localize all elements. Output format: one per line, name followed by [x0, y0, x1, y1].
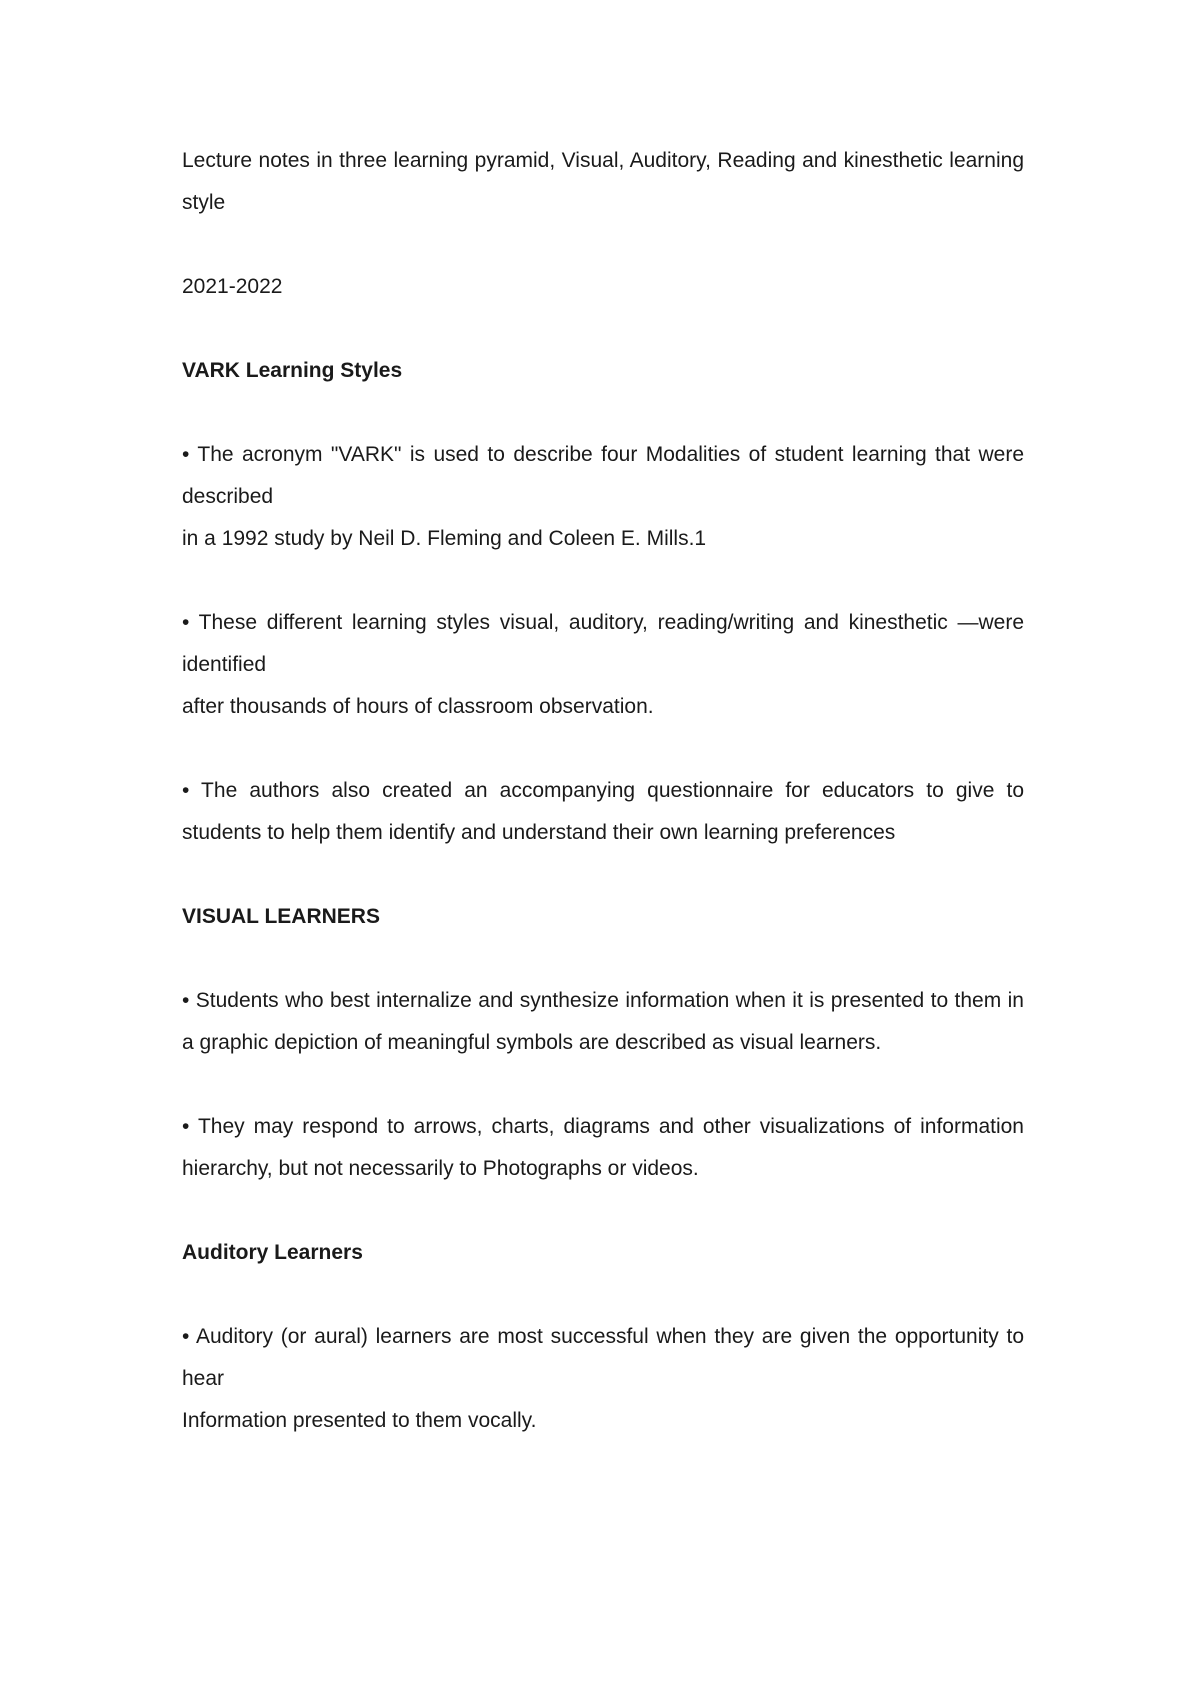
- paragraph-line: • These different learning styles visual, auditory, reading/writing and kinesthetic —were identified: [182, 611, 1024, 676]
- section-heading: Auditory Learners: [182, 1241, 363, 1264]
- paragraph: [182, 1106, 1024, 1190]
- section-visual-learners: [182, 896, 1024, 1190]
- paragraph-line: • The authors also created an accompanying questionnaire for educators to give to students to help them identify and understand their own learning preferences: [182, 779, 1024, 844]
- paragraph: [182, 1316, 1024, 1442]
- paragraph: [182, 980, 1024, 1064]
- section-heading: VARK Learning Styles: [182, 359, 403, 382]
- section-vark: [182, 350, 1024, 854]
- paragraph-line: Information presented to them vocally.: [182, 1409, 537, 1432]
- paragraph-line: • The acronym "VARK" is used to describe four Modalities of student learning that were described: [182, 443, 1024, 508]
- document-year: 2021-2022: [182, 275, 283, 298]
- paragraph: [182, 602, 1024, 728]
- paragraph-line: • Auditory (or aural) learners are most successful when they are given the opportunity to hear: [182, 1325, 1024, 1390]
- document-title: Lecture notes in three learning pyramid, Visual, Auditory, Reading and kinesthetic learning style: [182, 149, 1024, 214]
- paragraph: [182, 434, 1024, 560]
- paragraph: [182, 770, 1024, 854]
- paragraph-line: • They may respond to arrows, charts, diagrams and other visualizations of information hierarchy, but not necessarily to Photographs or videos.: [182, 1115, 1024, 1180]
- paragraph-line: after thousands of hours of classroom observation.: [182, 695, 654, 718]
- section-heading: VISUAL LEARNERS: [182, 905, 380, 928]
- section-auditory-learners: [182, 1232, 1024, 1442]
- paragraph-line: in a 1992 study by Neil D. Fleming and Coleen E. Mills.1: [182, 527, 707, 550]
- paragraph-line: • Students who best internalize and synthesize information when it is presented to them in a graphic depiction of meaningful symbols are described as visual learners.: [182, 989, 1024, 1054]
